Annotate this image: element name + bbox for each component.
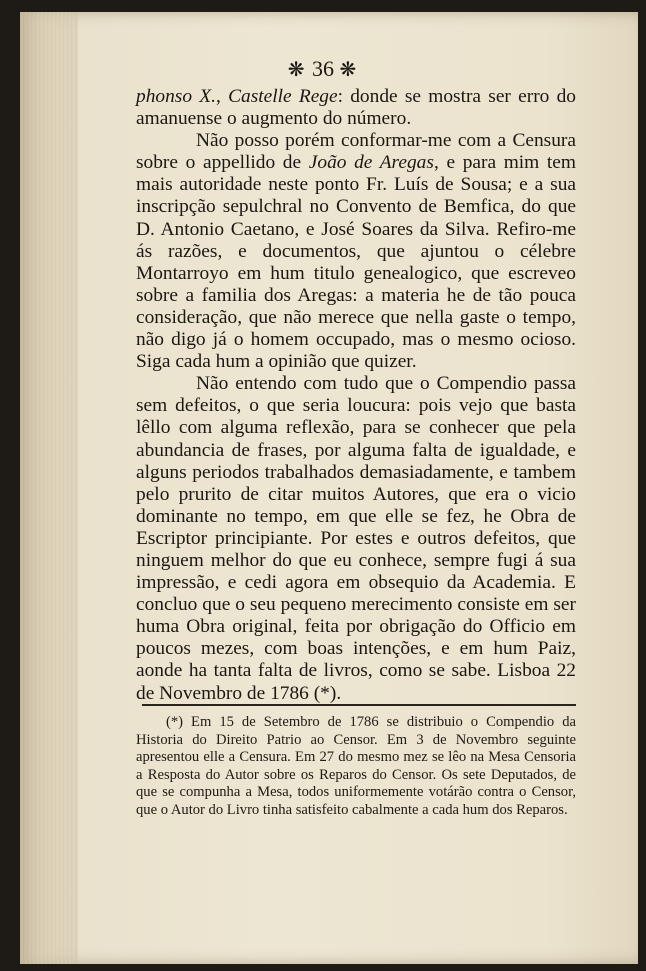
text-span: , [215, 86, 229, 107]
text-span: , e para mim tem mais autoridade neste ponto Fr. Luís de Sousa; e a sua inscripção sepulchral no Convento de Bemfica, do que D. Antonio Caetano, e José Soares da Silva. Refiro-me ás razões, e documentos, que ajuntou o célebre Montarroyo em hum titulo genealogico, que escreveo sobre a familia dos Aregas: a materia he de tão pouca consideração, que não merece que nella gaste o tempo, não digo já o homem occupado, mas o mesmo ocioso. Siga cada hum a opinião que quizer. [136, 152, 576, 373]
italic-name-3: João de Aregas [308, 152, 434, 174]
page-gutter [20, 12, 78, 964]
body-text [136, 86, 576, 705]
ornament-right-icon: ❋ [339, 59, 359, 81]
page-header [0, 56, 646, 82]
page-number: 36 [312, 56, 334, 81]
paragraph-2 [136, 130, 576, 373]
paragraph-1 [136, 86, 576, 130]
footnote [136, 714, 576, 820]
footnote-text: (*) Em 15 de Setembro de 1786 se distribuio o Compendio da Historia do Direito Patrio ao Censor. Em 3 de Novembro seguinte apresentou elle a Censura. Em 27 do mesmo mez se lêo na Mesa Censoria a Resposta do Autor sobre os Reparos do Censor. Os sete Deputados, de que se compunha a Mesa, todos uniformemente votárão contra o Censor, que o Autor do Livro tinha satisfeito cabalmente a cada hum dos Reparos. [136, 714, 576, 818]
paragraph-3: Não entendo com tudo que o Compendio passa sem defeitos, o que seria loucura: pois vejo que basta lêllo com alguma reflexão, para se conhecer que pela abundancia de frases, por alguma falta de igualdade, e alguns periodos trabalhados demasiadamente, e tambem pelo prurito de citar muitos Autores, que era o vicio dominante no tempo, em que elle se fez, he Obra de Escriptor principiante. Por estes e outros defeitos, que ninguem melhor do que eu conhece, sempre fugi á sua impressão, e cedi agora em obsequio da Academia. E concluo que o seu pequeno merecimento consiste em ser huma Obra original, feita por obrigação do Officio em poucos mezes, com boas intenções, e em hum Paiz, aonde ha tanta falta de livros, como se sabe. Lisboa 22 de Novembro de 1786 (*). [136, 373, 576, 704]
footnote-rule [142, 704, 576, 706]
italic-name-1: phonso X. [136, 86, 216, 107]
text-span: : donde se mostra ser erro do amanuense o augmento do número. [136, 86, 576, 130]
text-span: Não posso porém conformar-me com a Censura sobre o appellido de [136, 130, 576, 174]
ornament-left-icon: ❋ [287, 59, 307, 81]
italic-name-2: Castelle Rege [228, 86, 338, 107]
